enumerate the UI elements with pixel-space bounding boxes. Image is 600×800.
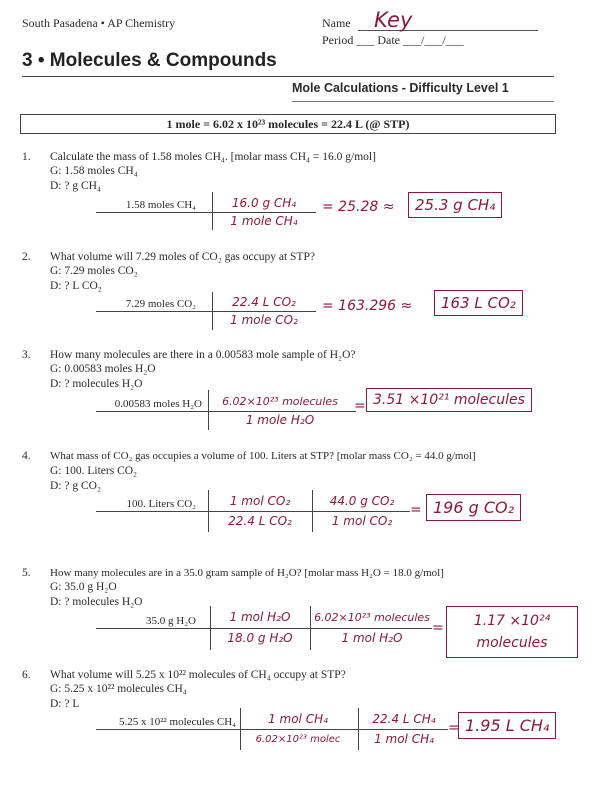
problem-number: 1.	[22, 151, 31, 163]
work-result: = 25.28 ≈	[322, 199, 395, 215]
factor-numerator: 22.4 L CH₄	[372, 712, 436, 726]
problem-question: How many molecules are in a 35.0 gram sample of H₂O? [molar mass H₂O = 18.0 g/mol]	[50, 567, 444, 579]
desired-line: D: ? L CO₂	[50, 280, 102, 292]
answer-box: 3.51 ×10²¹ molecules	[366, 388, 532, 412]
work-divider	[212, 192, 213, 230]
problem-question: What mass of CO₂ gas occupies a volume of 100. Liters at STP? [molar mass CO₂ = 44.0 g/mol]	[50, 450, 476, 462]
work-result: = 163.296 ≈	[322, 298, 413, 314]
work-result: =	[432, 620, 444, 636]
starting-quantity: 5.25 x 10²² molecules CH₄	[118, 716, 236, 728]
work-divider	[240, 708, 241, 750]
factor-denominator: 1 mol CO₂	[331, 514, 393, 528]
name-field	[322, 16, 538, 31]
problem-number: 5.	[22, 567, 31, 579]
factor-numerator: 6.02×10²³ molecules	[222, 395, 338, 408]
work-divider	[312, 490, 313, 532]
page-title: 3 • Molecules & Compounds	[22, 50, 277, 71]
given-line: G: 35.0 g H₂O	[50, 581, 117, 593]
desired-line: D: ? g CO₂	[50, 480, 101, 492]
desired-line: D: ? molecules H₂O	[50, 596, 143, 608]
work-line	[96, 311, 316, 312]
work-result: =	[448, 720, 460, 736]
work-line	[96, 628, 432, 629]
work-divider	[212, 292, 213, 330]
given-line: G: 100. Liters CO₂	[50, 465, 138, 477]
problem-question: Calculate the mass of 1.58 moles CH₄. [molar mass CH₄ = 16.0 g/mol]	[50, 151, 376, 163]
factor-denominator: 18.0 g H₂O	[227, 631, 293, 645]
given-line: G: 5.25 x 10²² molecules CH₄	[50, 683, 187, 695]
work-divider	[208, 490, 209, 532]
period-date-field: Period ___ Date ___/___/___	[322, 33, 464, 47]
work-line	[96, 511, 410, 512]
factor-denominator: 1 mole CO₂	[230, 313, 298, 327]
factor-denominator: 1 mol H₂O	[341, 631, 403, 645]
subtitle-divider	[292, 101, 554, 102]
work-line	[96, 212, 316, 213]
problem-number: 4.	[22, 450, 31, 462]
desired-line: D: ? L	[50, 698, 80, 710]
work-divider	[210, 606, 211, 650]
problem-number: 3.	[22, 349, 31, 361]
answer-box: 163 L CO₂	[434, 290, 523, 316]
factor-numerator: 16.0 g CH₄	[231, 196, 297, 210]
title-divider	[22, 76, 554, 77]
school-course-label: South Pasadena • AP Chemistry	[22, 16, 176, 30]
work-line	[96, 729, 448, 730]
starting-quantity: 100. Liters CO₂	[126, 498, 196, 510]
answer-box: 1.95 L CH₄	[458, 712, 556, 739]
starting-quantity: 35.0 g H₂O	[146, 615, 196, 627]
factor-denominator: 6.02×10²³ molec	[255, 734, 341, 745]
factor-denominator: 22.4 L CO₂	[228, 514, 292, 528]
starting-quantity: 1.58 moles CH₄	[125, 199, 196, 211]
work-result: =	[354, 398, 366, 414]
problem-question: How many molecules are there in a 0.00583 mole sample of H₂O?	[50, 349, 356, 361]
name-handwritten-value: Key	[374, 8, 413, 32]
given-line: G: 0.00583 moles H₂O	[50, 363, 156, 375]
conversion-factor-box: 1 mole = 6.02 x 10²³ molecules = 22.4 L (@ STP)	[20, 114, 556, 134]
given-line: G: 1.58 moles CH₄	[50, 165, 138, 177]
desired-line: D: ? g CH₄	[50, 180, 101, 192]
factor-numerator: 1 mol H₂O	[229, 610, 291, 624]
factor-numerator: 1 mol CO₂	[229, 494, 291, 508]
factor-numerator: 22.4 L CO₂	[232, 295, 296, 309]
work-result: =	[410, 502, 422, 518]
factor-numerator: 1 mol CH₄	[268, 712, 328, 726]
given-line: G: 7.29 moles CO₂	[50, 265, 138, 277]
factor-denominator: 1 mole CH₄	[230, 214, 298, 228]
problem-question: What volume will 5.25 x 10²² molecules of CH₄ occupy at STP?	[50, 669, 346, 681]
page-subtitle: Mole Calculations - Difficulty Level 1	[292, 81, 509, 95]
answer-box: 196 g CO₂	[426, 494, 521, 521]
starting-quantity: 0.00583 moles H₂O	[114, 398, 202, 410]
answer-box: 1.17 ×10²⁴ molecules	[446, 606, 578, 658]
factor-numerator: 44.0 g CO₂	[329, 494, 395, 508]
answer-box: 25.3 g CH₄	[408, 192, 502, 218]
factor-denominator: 1 mole H₂O	[245, 413, 315, 427]
work-divider	[208, 390, 209, 430]
work-line	[96, 411, 356, 412]
factor-denominator: 1 mol CH₄	[374, 732, 434, 746]
work-divider	[310, 606, 311, 650]
work-divider	[358, 708, 359, 750]
problem-number: 6.	[22, 669, 31, 681]
desired-line: D: ? molecules H₂O	[50, 378, 143, 390]
problem-number: 2.	[22, 251, 31, 263]
factor-numerator: 6.02×10²³ molecules	[314, 611, 430, 624]
name-label: Name	[322, 16, 351, 30]
problem-question: What volume will 7.29 moles of CO₂ gas occupy at STP?	[50, 251, 315, 263]
starting-quantity: 7.29 moles CO₂	[125, 298, 196, 310]
